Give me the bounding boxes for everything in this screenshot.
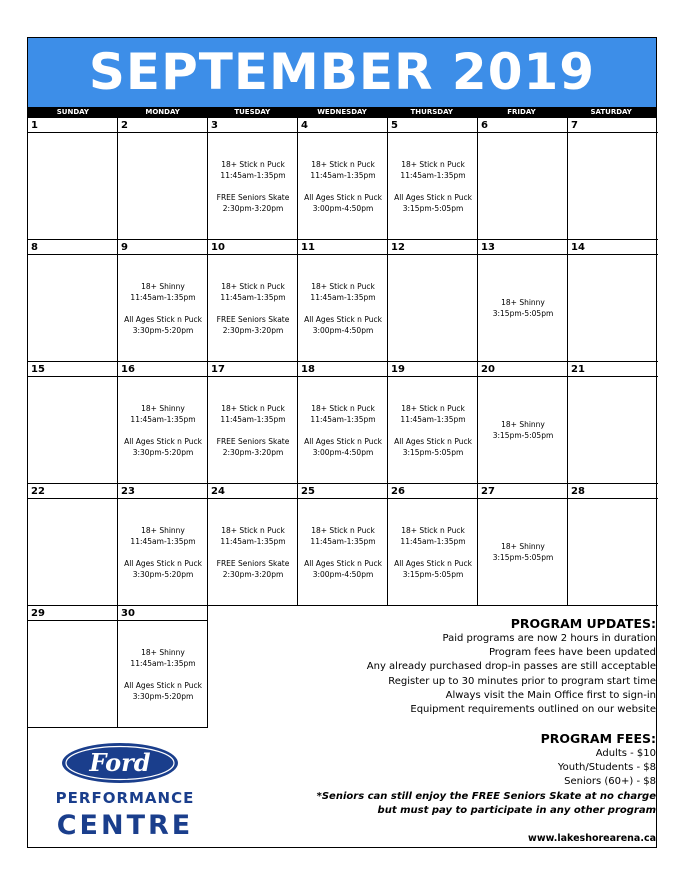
event-name: 18+ Shinny [141,281,185,291]
day-cell [388,118,478,240]
day-cell [28,240,118,362]
day-number: 12 [388,240,478,255]
day-cell [478,484,568,606]
event-time: 3:15pm-5:05pm [402,569,464,579]
update-line: Equipment requirements outlined on our website [410,704,656,716]
event-time: 11:45am-1:35pm [310,414,376,424]
event-name: 18+ Shinny [141,525,185,535]
event-name: 18+ Shinny [501,542,545,551]
event-time: 3:30pm-5:20pm [132,691,194,701]
weekday-tuesday: TUESDAY [234,108,271,116]
event-list [208,377,298,483]
event-time: 11:45am-1:35pm [130,414,196,424]
event-time: 11:45am-1:35pm [220,292,286,302]
event-name: All Ages Stick n Puck [124,680,202,690]
weekday-wednesday: WEDNESDAY [317,108,367,116]
event-time: 3:00pm-4:50pm [312,325,374,335]
event-name: 18+ Stick n Puck [221,281,285,291]
day-cell [388,484,478,606]
fees-heading: PROGRAM FEES: [540,731,656,746]
day-number: 22 [28,484,118,499]
day-number: 29 [28,606,118,621]
event-time: 3:15pm-5:05pm [492,431,554,440]
fee-note: *Seniors can still enjoy the FREE Seniors Skate at no charge [316,790,656,802]
event-list [118,255,208,361]
weekday-friday: FRIDAY [507,108,536,116]
day-number: 19 [388,362,478,377]
day-number: 24 [208,484,298,499]
day-cell [208,484,298,606]
event-time: 11:45am-1:35pm [310,170,376,180]
event-name: All Ages Stick n Puck [304,192,382,202]
event-time: 2:30pm-3:20pm [222,325,284,335]
event-time: 11:45am-1:35pm [220,414,286,424]
day-cell [298,118,388,240]
event-time: 2:30pm-3:20pm [222,569,284,579]
day-number: 4 [298,118,388,133]
update-line: Program fees have been updated [488,647,656,659]
event-list [298,255,388,361]
day-number: 25 [298,484,388,499]
fee-line: Seniors (60+) - $8 [564,776,656,788]
fee-line: Youth/Students - $8 [557,762,656,774]
event-name: FREE Seniors Skate [216,314,290,324]
event-list [478,255,568,361]
event-name: 18+ Stick n Puck [311,525,375,535]
day-cell [568,484,658,606]
event-name: All Ages Stick n Puck [304,558,382,568]
event-time: 11:45am-1:35pm [130,658,196,668]
event-name: FREE Seniors Skate [216,558,290,568]
event-name: All Ages Stick n Puck [304,436,382,446]
event-time: 11:45am-1:35pm [220,170,286,180]
day-cell [388,362,478,484]
event-name: 18+ Stick n Puck [221,159,285,169]
weekday-sunday: SUNDAY [56,108,89,116]
fee-line: Adults - $10 [595,748,656,759]
event-time: 3:15pm-5:05pm [492,553,554,562]
event-name: 18+ Stick n Puck [221,403,285,413]
day-cell [568,240,658,362]
event-name: All Ages Stick n Puck [394,436,472,446]
event-name: 18+ Stick n Puck [401,159,465,169]
event-time: 11:45am-1:35pm [310,292,376,302]
ford-performance-centre-logo [55,742,195,842]
program-updates [367,616,656,717]
event-name: 18+ Stick n Puck [311,281,375,291]
day-number: 9 [118,240,208,255]
event-name: FREE Seniors Skate [216,436,290,446]
day-number: 2 [118,118,208,133]
update-line: Always visit the Main Office first to sign-in [445,689,656,701]
event-time: 3:00pm-4:50pm [312,203,374,213]
event-time: 2:30pm-3:20pm [222,447,284,457]
event-time: 11:45am-1:35pm [400,414,466,424]
event-list [118,377,208,483]
program-fees [317,731,656,818]
day-cell [478,240,568,362]
day-cell [208,118,298,240]
day-number: 3 [208,118,298,133]
day-cell [28,362,118,484]
event-name: All Ages Stick n Puck [124,314,202,324]
event-time: 3:15pm-5:05pm [402,447,464,457]
day-number: 20 [478,362,568,377]
event-time: 11:45am-1:35pm [130,292,196,302]
day-cell [478,362,568,484]
event-time: 11:45am-1:35pm [400,536,466,546]
update-line: Register up to 30 minutes prior to program start time [388,675,656,687]
day-cell [568,118,658,240]
day-cell [298,362,388,484]
event-time: 3:30pm-5:20pm [132,569,194,579]
event-name: 18+ Stick n Puck [311,159,375,169]
event-name: All Ages Stick n Puck [394,558,472,568]
event-time: 2:30pm-3:20pm [222,203,284,213]
day-number: 6 [478,118,568,133]
day-number: 1 [28,118,118,133]
event-name: 18+ Stick n Puck [401,403,465,413]
day-cell [118,362,208,484]
day-cell [28,606,118,728]
logo-line1: PERFORMANCE [55,789,195,807]
day-cell [208,362,298,484]
event-name: 18+ Shinny [501,298,545,307]
day-cell [568,362,658,484]
day-number: 10 [208,240,298,255]
event-time: 11:45am-1:35pm [130,536,196,546]
event-time: 3:00pm-4:50pm [312,569,374,579]
event-time: 3:30pm-5:20pm [132,325,194,335]
event-time: 3:15pm-5:05pm [402,203,464,213]
day-number: 21 [568,362,658,377]
event-list [298,133,388,239]
weekday-monday: MONDAY [145,108,180,116]
event-list [298,377,388,483]
day-cell [118,118,208,240]
day-cell [478,118,568,240]
website-link[interactable]: www.lakeshorearena.ca [528,833,656,844]
day-cell [118,240,208,362]
day-number: 13 [478,240,568,255]
event-name: 18+ Shinny [141,647,185,657]
day-number: 23 [118,484,208,499]
event-list [208,499,298,605]
event-time: 3:30pm-5:20pm [132,447,194,457]
event-name: All Ages Stick n Puck [304,314,382,324]
day-cell [28,484,118,606]
event-name: 18+ Stick n Puck [311,403,375,413]
event-time: 3:15pm-5:05pm [492,309,554,318]
update-line: Any already purchased drop-in passes are still acceptable [366,661,656,673]
day-cell [298,484,388,606]
day-number: 14 [568,240,658,255]
event-name: 18+ Shinny [501,420,545,429]
day-cell [28,118,118,240]
day-number: 26 [388,484,478,499]
event-time: 11:45am-1:35pm [220,536,286,546]
month-title: SEPTEMBER 2019 [28,38,656,107]
day-number: 28 [568,484,658,499]
event-name: All Ages Stick n Puck [394,192,472,202]
day-number: 15 [28,362,118,377]
day-cell [118,606,208,728]
day-number: 8 [28,240,118,255]
weekday-saturday: SATURDAY [590,108,632,116]
logo-brand: Ford [89,748,151,777]
event-name: 18+ Stick n Puck [401,525,465,535]
event-list [478,377,568,483]
event-name: 18+ Shinny [141,403,185,413]
day-number: 5 [388,118,478,133]
weekday-header [28,107,656,118]
event-name: All Ages Stick n Puck [124,558,202,568]
day-number: 18 [298,362,388,377]
event-name: 18+ Stick n Puck [221,525,285,535]
day-cell [298,240,388,362]
day-number: 7 [568,118,658,133]
logo-line2: CENTRE [56,810,194,841]
event-list [208,133,298,239]
event-time: 3:00pm-4:50pm [312,447,374,457]
event-list [298,499,388,605]
day-number: 16 [118,362,208,377]
fee-note: but must pay to participate in any other program [377,804,656,816]
event-list [208,255,298,361]
event-list [118,499,208,605]
day-number: 27 [478,484,568,499]
event-time: 11:45am-1:35pm [310,536,376,546]
event-list [388,499,478,605]
event-list [388,133,478,239]
event-list [478,499,568,605]
event-list [118,621,208,727]
day-cell [118,484,208,606]
event-time: 11:45am-1:35pm [400,170,466,180]
updates-heading: PROGRAM UPDATES: [510,616,656,631]
event-name: FREE Seniors Skate [216,192,290,202]
day-cell [208,240,298,362]
weekday-thursday: THURSDAY [410,108,453,116]
event-name: All Ages Stick n Puck [124,436,202,446]
day-number: 30 [118,606,208,621]
day-cell [388,240,478,362]
day-number: 17 [208,362,298,377]
update-line: Paid programs are now 2 hours in duration [442,633,656,644]
day-number: 11 [298,240,388,255]
event-list [388,377,478,483]
